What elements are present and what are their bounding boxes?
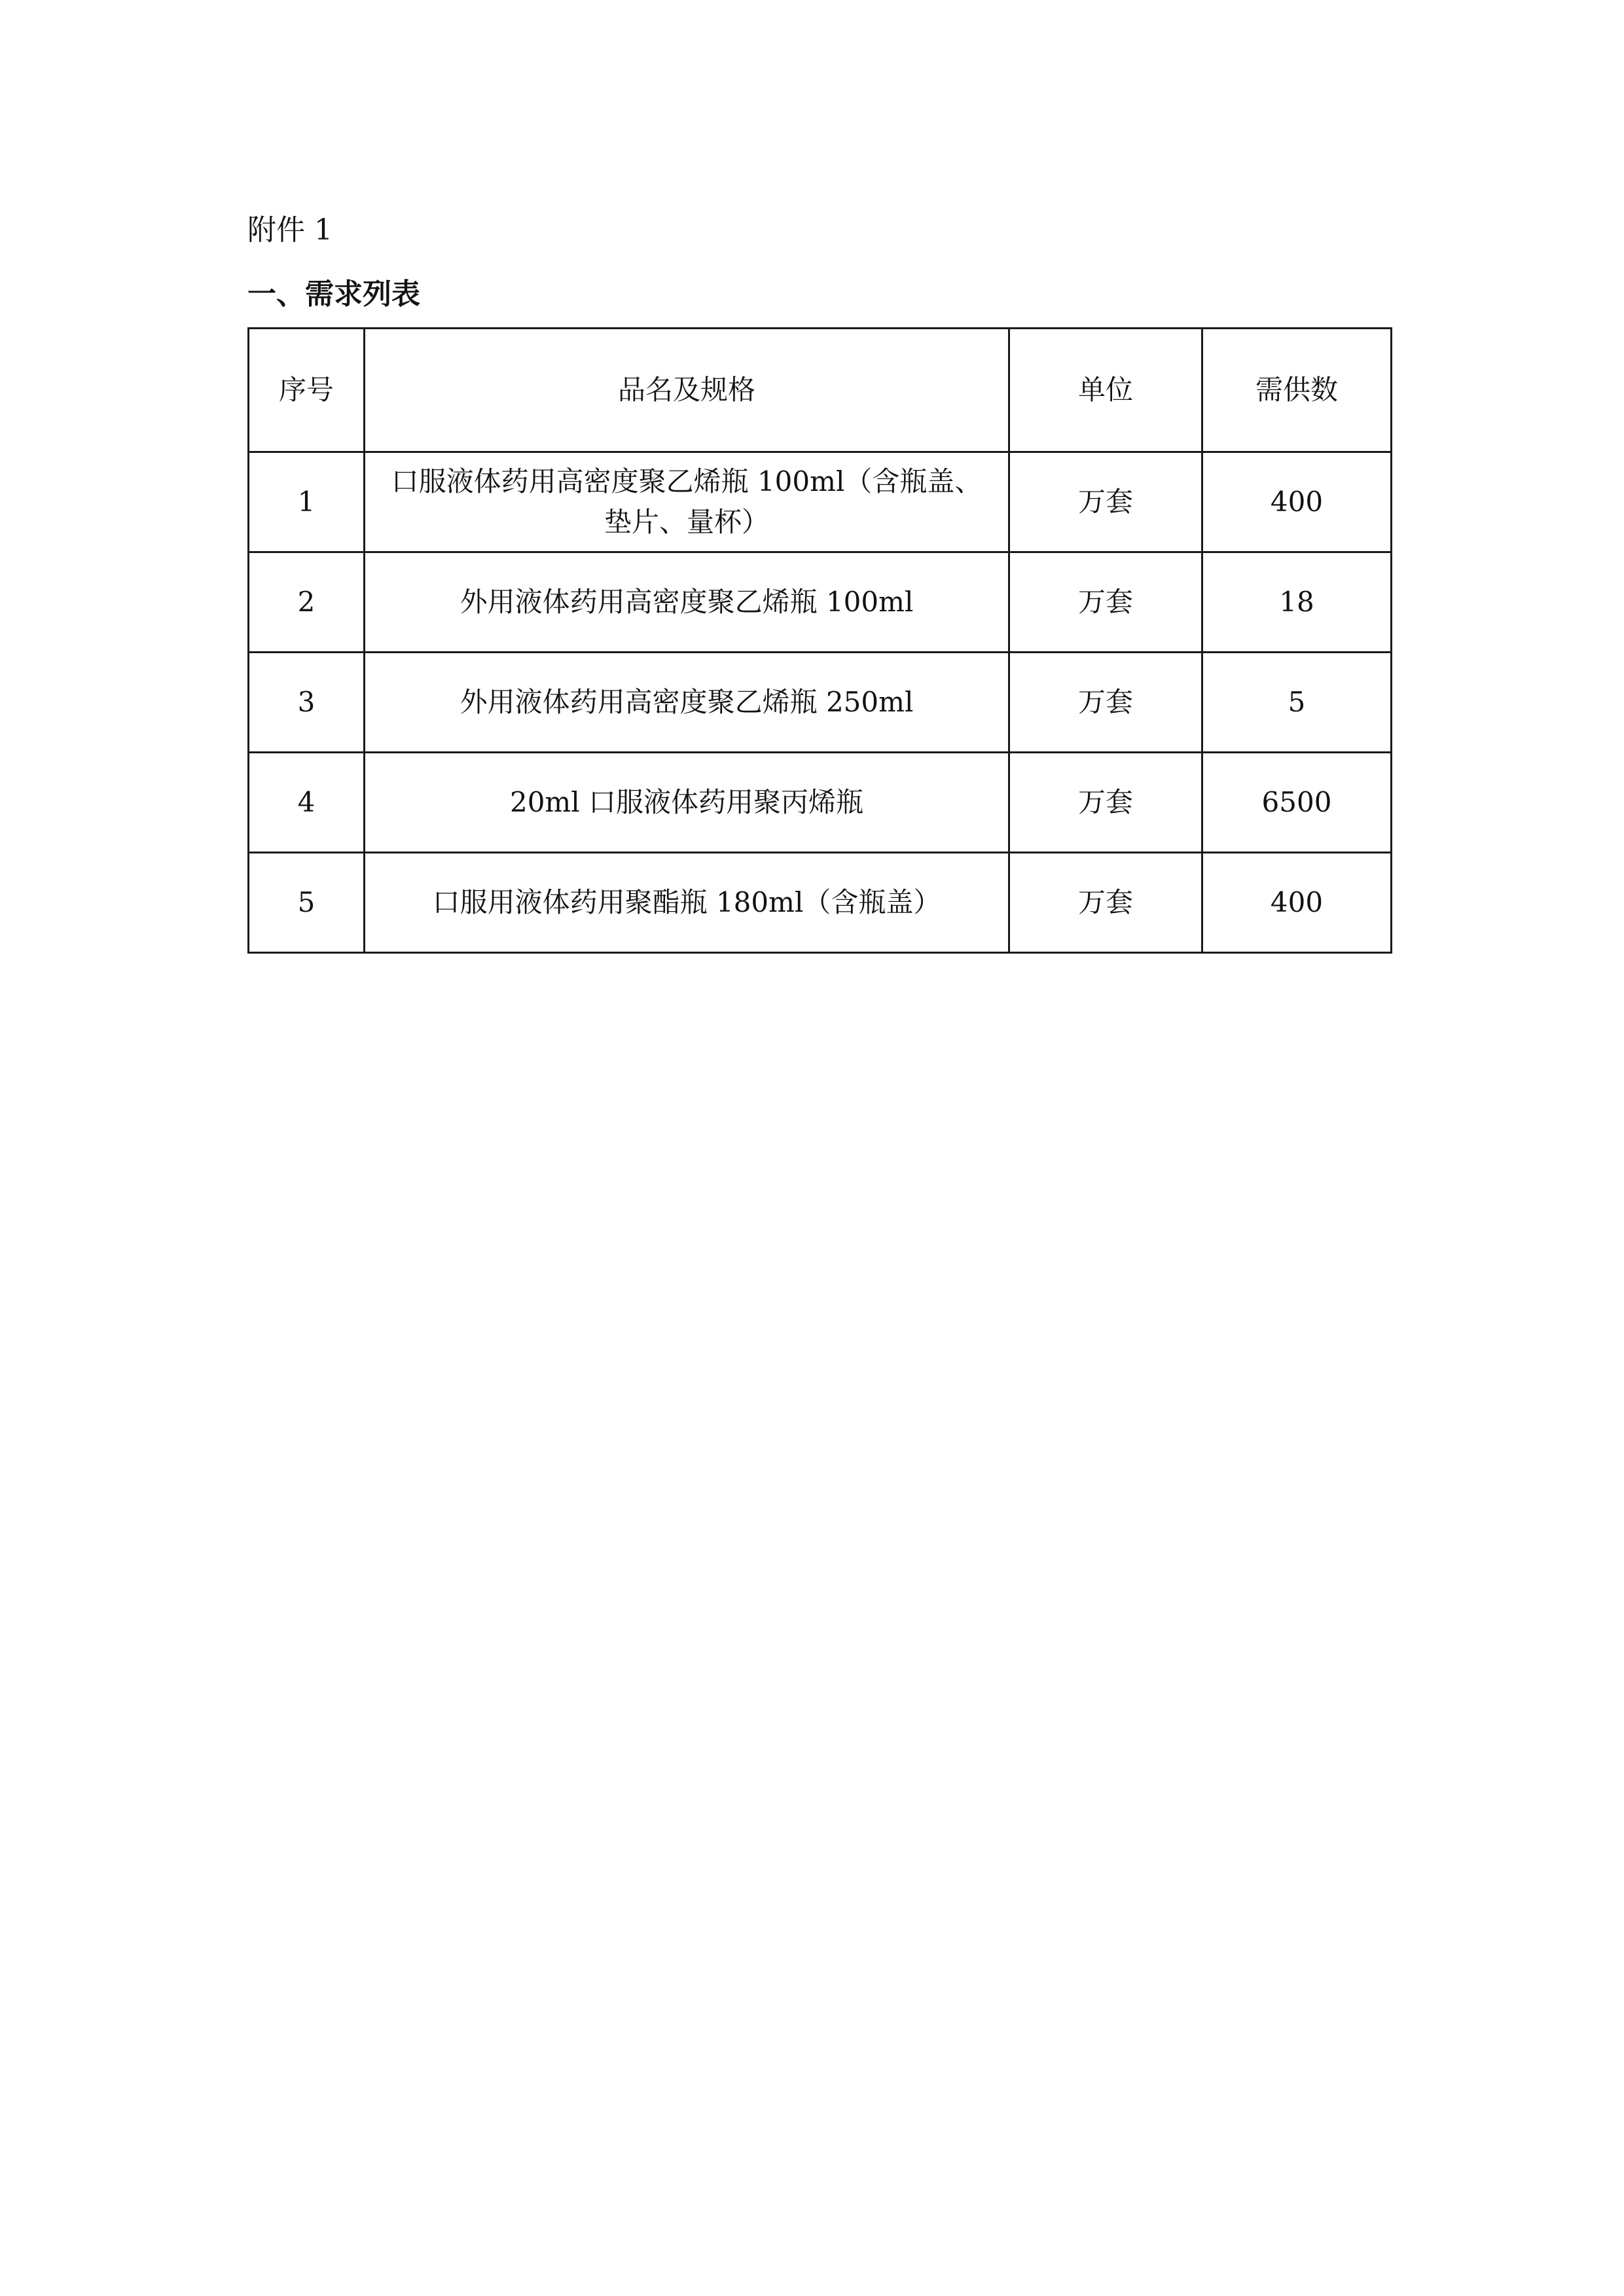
table-row bbox=[249, 653, 1392, 753]
header-seq: 序号 bbox=[249, 329, 365, 452]
cell-qty: 6500 bbox=[1202, 753, 1392, 853]
section-title: 一、需求列表 bbox=[247, 278, 420, 311]
cell-qty: 400 bbox=[1202, 452, 1392, 552]
cell-name: 口服用液体药用聚酯瓶 180ml（含瓶盖） bbox=[365, 853, 1009, 953]
cell-seq: 3 bbox=[249, 653, 365, 753]
cell-name: 20ml 口服液体药用聚丙烯瓶 bbox=[365, 753, 1009, 853]
header-qty: 需供数 bbox=[1202, 329, 1392, 452]
cell-qty: 5 bbox=[1202, 653, 1392, 753]
table-row bbox=[249, 552, 1392, 653]
header-unit: 单位 bbox=[1009, 329, 1202, 452]
attachment-label: 附件 1 bbox=[247, 213, 333, 247]
cell-unit: 万套 bbox=[1009, 653, 1202, 753]
header-name: 品名及规格 bbox=[365, 329, 1009, 452]
cell-seq: 5 bbox=[249, 853, 365, 953]
requirements-table bbox=[247, 327, 1392, 954]
cell-qty: 400 bbox=[1202, 853, 1392, 953]
table-row bbox=[249, 452, 1392, 552]
table-row bbox=[249, 853, 1392, 953]
cell-seq: 2 bbox=[249, 552, 365, 653]
cell-seq: 4 bbox=[249, 753, 365, 853]
cell-unit: 万套 bbox=[1009, 753, 1202, 853]
cell-seq: 1 bbox=[249, 452, 365, 552]
cell-unit: 万套 bbox=[1009, 853, 1202, 953]
cell-unit: 万套 bbox=[1009, 552, 1202, 653]
cell-qty: 18 bbox=[1202, 552, 1392, 653]
cell-name: 口服液体药用高密度聚乙烯瓶 100ml（含瓶盖、垫片、量杯） bbox=[365, 452, 1009, 552]
cell-name: 外用液体药用高密度聚乙烯瓶 250ml bbox=[365, 653, 1009, 753]
cell-unit: 万套 bbox=[1009, 452, 1202, 552]
cell-name: 外用液体药用高密度聚乙烯瓶 100ml bbox=[365, 552, 1009, 653]
table-header-row bbox=[249, 329, 1392, 452]
table-row bbox=[249, 753, 1392, 853]
